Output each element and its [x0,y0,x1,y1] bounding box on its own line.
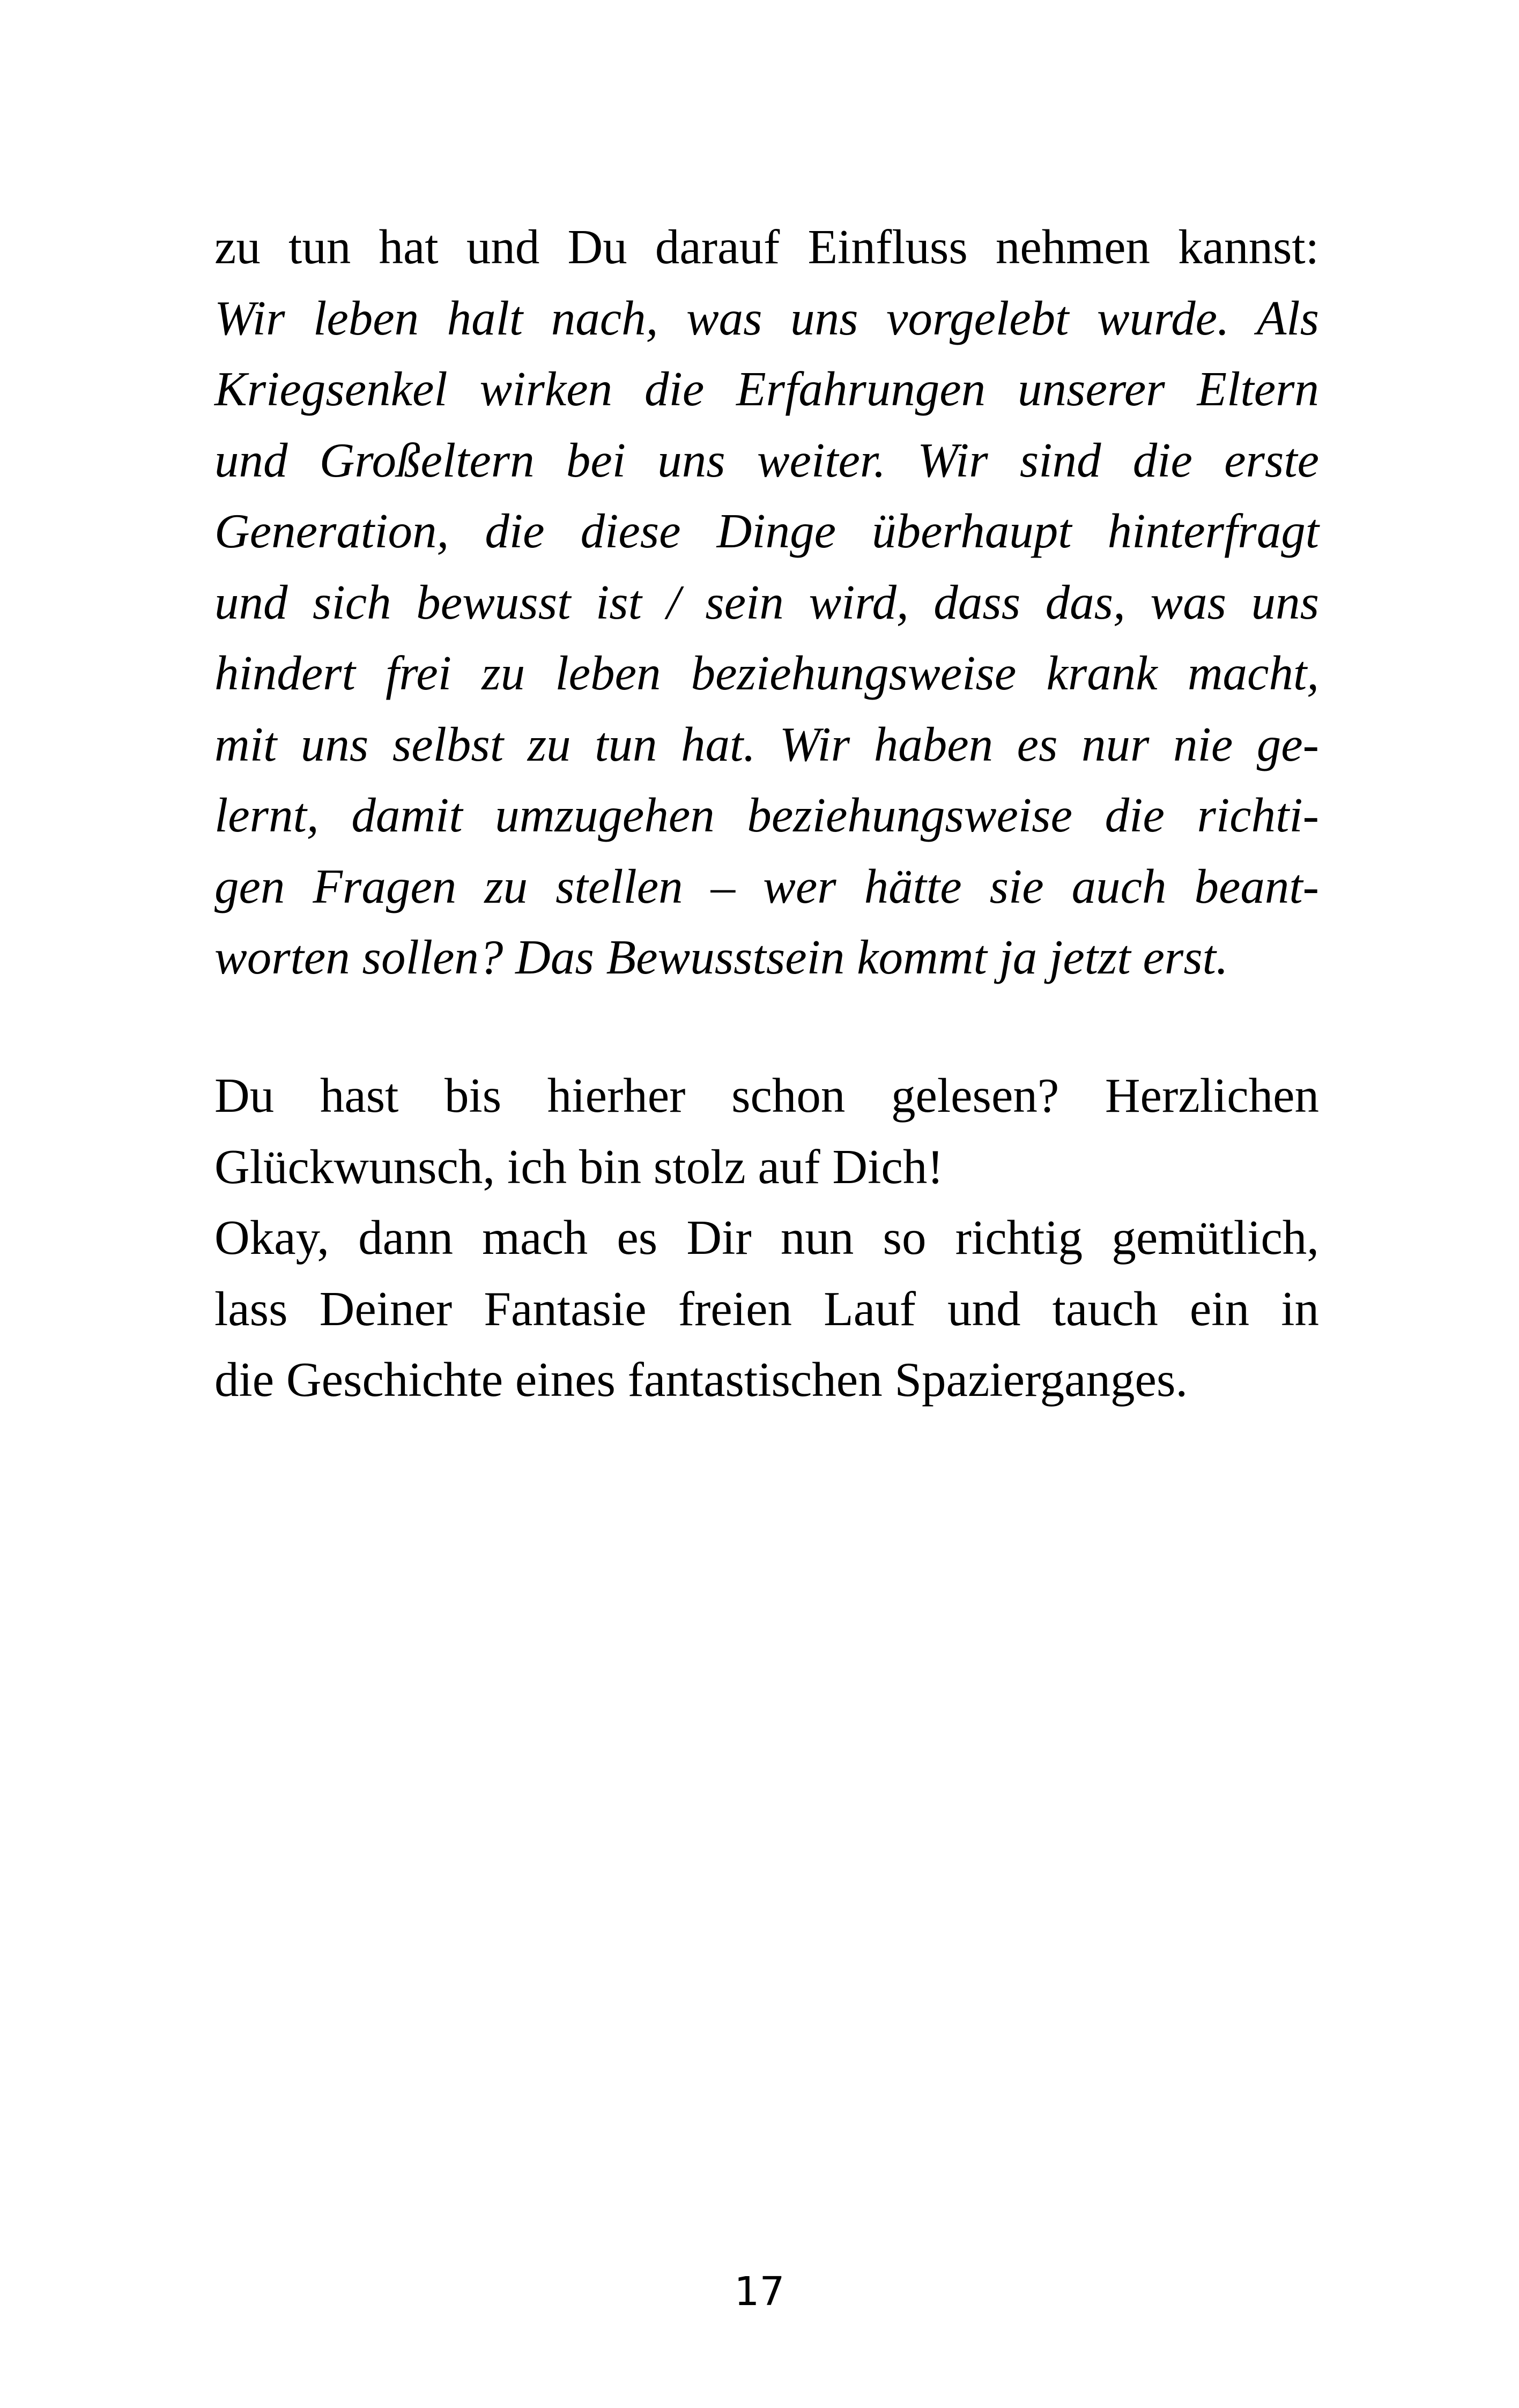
italic-text-line: Wir leben halt nach, was uns vorgelebt wurde. Als [214,291,1319,345]
italic-text-line: und sich bewusst ist / sein wird, dass das, was uns [214,575,1319,629]
paragraph-kriegsenkel [214,212,1319,993]
italic-text-line: Generation, die diese Dinge überhaupt hinterfragt [214,504,1319,558]
italic-text-line: gen Fragen zu stellen – wer hätte sie auch beant- [214,859,1319,913]
italic-text-line: mit uns selbst zu tun hat. Wir haben es nur nie ge- [214,717,1319,771]
text-line: zu tun hat und Du darauf Einfluss nehmen kannst: [214,220,1319,274]
italic-text-line: lernt, damit umzugehen beziehungsweise die richti- [214,788,1319,842]
text-line: Okay, dann mach es Dir nun so richtig gemütlich, [214,1210,1319,1265]
italic-text-line: Kriegsenkel wirken die Erfahrungen unserer Eltern [214,362,1319,416]
italic-text-line: hindert frei zu leben beziehungsweise krank macht, [214,646,1319,700]
italic-text-line: und Großeltern bei uns weiter. Wir sind die erste [214,433,1319,487]
italic-text-line: worten sollen? Das Bewusstsein kommt ja jetzt erst. [214,930,1228,984]
text-line: Glückwunsch, ich bin stolz auf Dich! [214,1139,944,1194]
text-line: Du hast bis hierher schon gelesen? Herzlichen [214,1068,1319,1123]
text-line: die Geschichte eines fantastischen Spazierganges. [214,1352,1188,1407]
page-number: 17 [734,2269,785,2315]
paragraph-invitation [214,1060,1319,1416]
text-line: lass Deiner Fantasie freien Lauf und tauch ein in [214,1281,1319,1336]
